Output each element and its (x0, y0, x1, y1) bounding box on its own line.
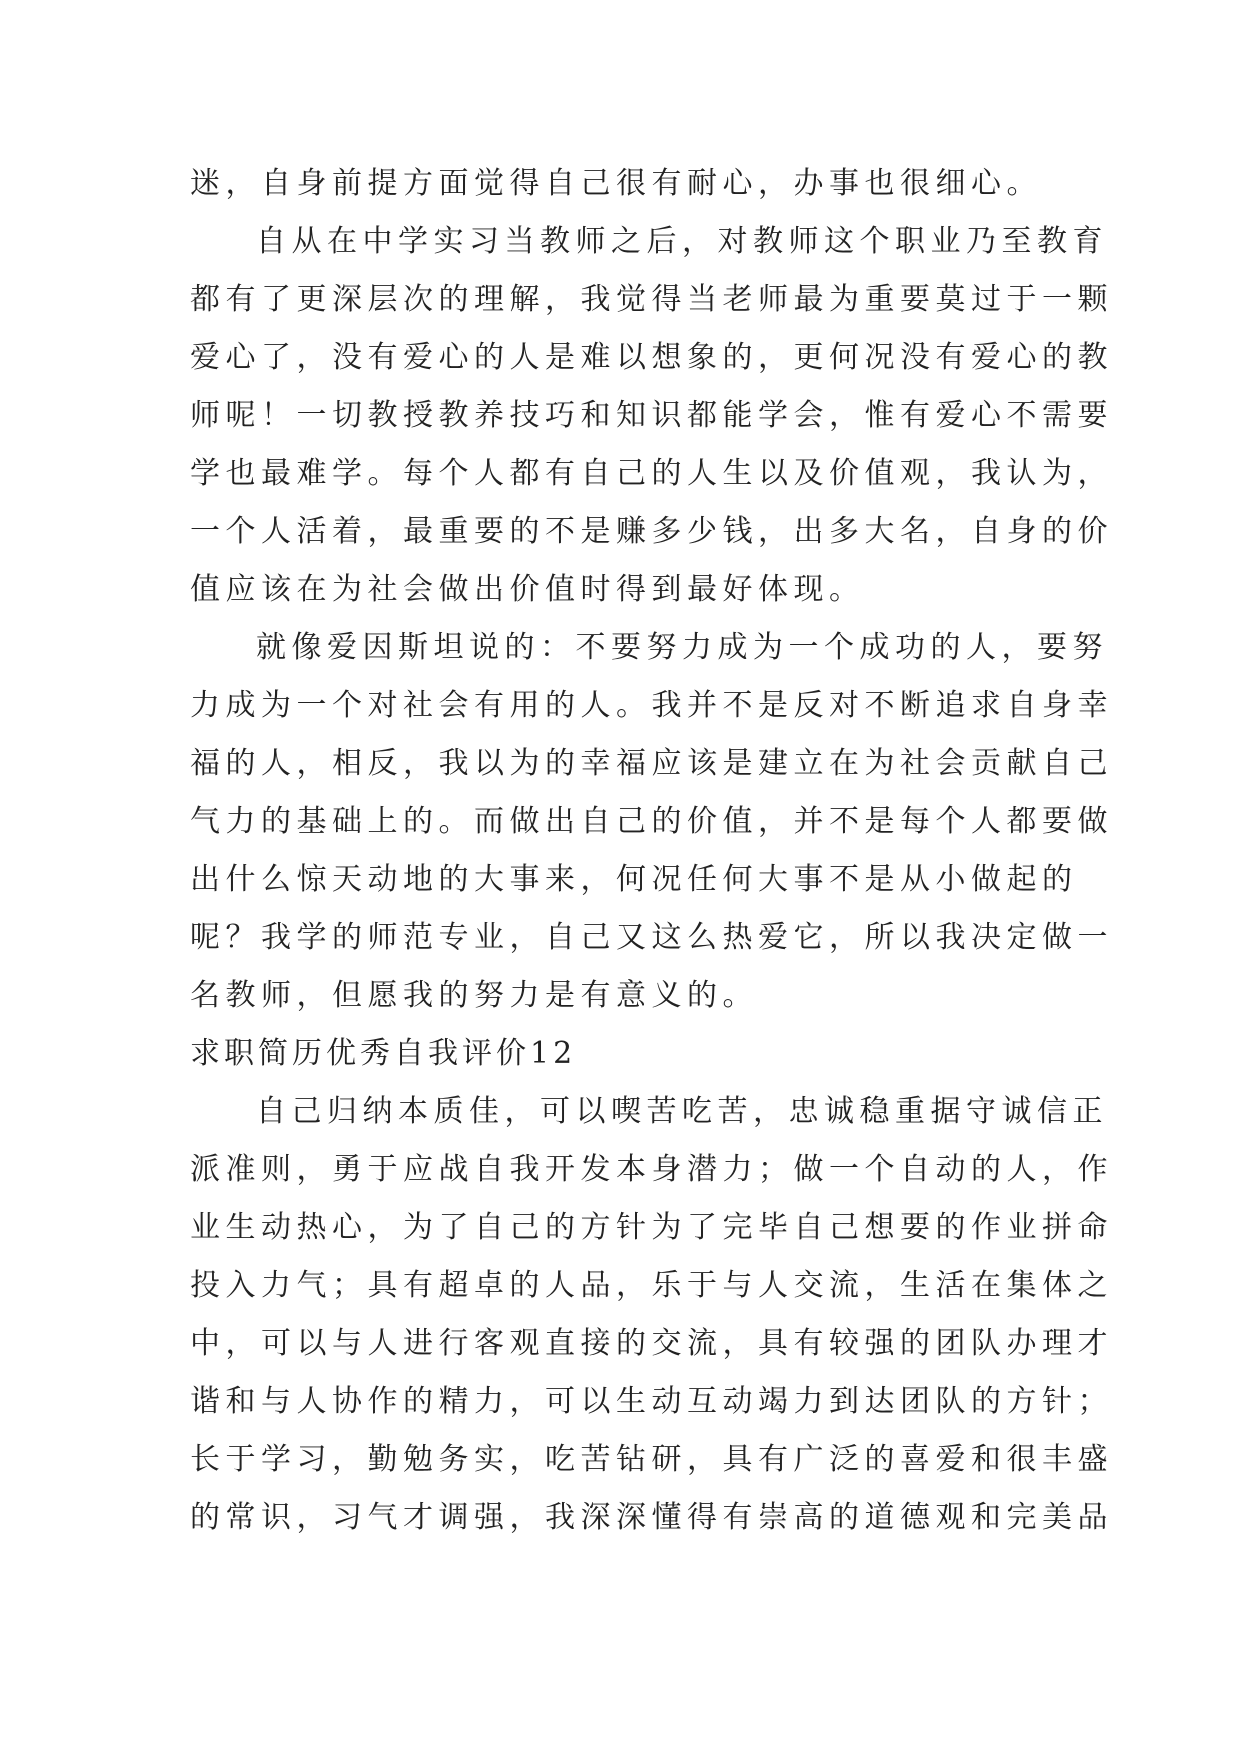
text-line: 一个人活着，最重要的不是赚多少钱，出多大名，自身的价 (190, 514, 1113, 549)
text-line: 长于学习，勤勉务实，吃苦钻研，具有广泛的喜爱和很丰盛 (190, 1442, 1113, 1477)
text-line: 出什么惊天动地的大事来，何况任何大事不是从小做起的 (190, 862, 1078, 897)
text-line: 值应该在为社会做出价值时得到最好体现。 (190, 572, 865, 607)
text-line: 业生动热心，为了自己的方针为了完毕自己想要的作业拼命 (190, 1210, 1113, 1245)
text-line: 派准则，勇于应战自我开发本身潜力；做一个自动的人，作 (190, 1152, 1113, 1187)
body-text (190, 155, 1113, 1547)
paragraph-start-line: 自从在中学实习当教师之后，对教师这个职业乃至教育 (256, 224, 1108, 259)
text-line: 福的人，相反，我以为的幸福应该是建立在为社会贡献自己 (190, 746, 1113, 781)
text-line: 学也最难学。每个人都有自己的人生以及价值观，我认为， (190, 456, 1113, 491)
text-line: 谐和与人协作的精力，可以生动互动竭力到达团队的方针； (190, 1384, 1113, 1419)
paragraph-start-line: 自己归纳本质佳，可以喫苦吃苦，忠诚稳重据守诚信正 (256, 1094, 1108, 1129)
text-line: 力成为一个对社会有用的人。我并不是反对不断追求自身幸 (190, 688, 1113, 723)
text-line: 名教师，但愿我的努力是有意义的。 (190, 978, 758, 1013)
text-line: 师呢！一切教授教养技巧和知识都能学会，惟有爱心不需要 (190, 398, 1113, 433)
text-line: 呢？我学的师范专业，自己又这么热爱它，所以我决定做一 (190, 920, 1113, 955)
text-line: 都有了更深层次的理解，我觉得当老师最为重要莫过于一颗 (190, 282, 1113, 317)
text-line: 爱心了，没有爱心的人是难以想象的，更何况没有爱心的教 (190, 340, 1113, 375)
text-line: 的常识，习气才调强，我深深懂得有崇高的道德观和完美品 (190, 1500, 1113, 1535)
text-line: 中，可以与人进行客观直接的交流，具有较强的团队办理才 (190, 1326, 1113, 1361)
section-heading: 求职简历优秀自我评价12 (190, 1036, 577, 1071)
text-line: 迷，自身前提方面觉得自己很有耐心，办事也很细心。 (190, 166, 1042, 201)
text-line: 气力的基础上的。而做出自己的价值，并不是每个人都要做 (190, 804, 1113, 839)
paragraph-start-line: 就像爱因斯坦说的：不要努力成为一个成功的人，要努 (256, 630, 1108, 665)
text-line: 投入力气；具有超卓的人品，乐于与人交流，生活在集体之 (190, 1268, 1113, 1303)
